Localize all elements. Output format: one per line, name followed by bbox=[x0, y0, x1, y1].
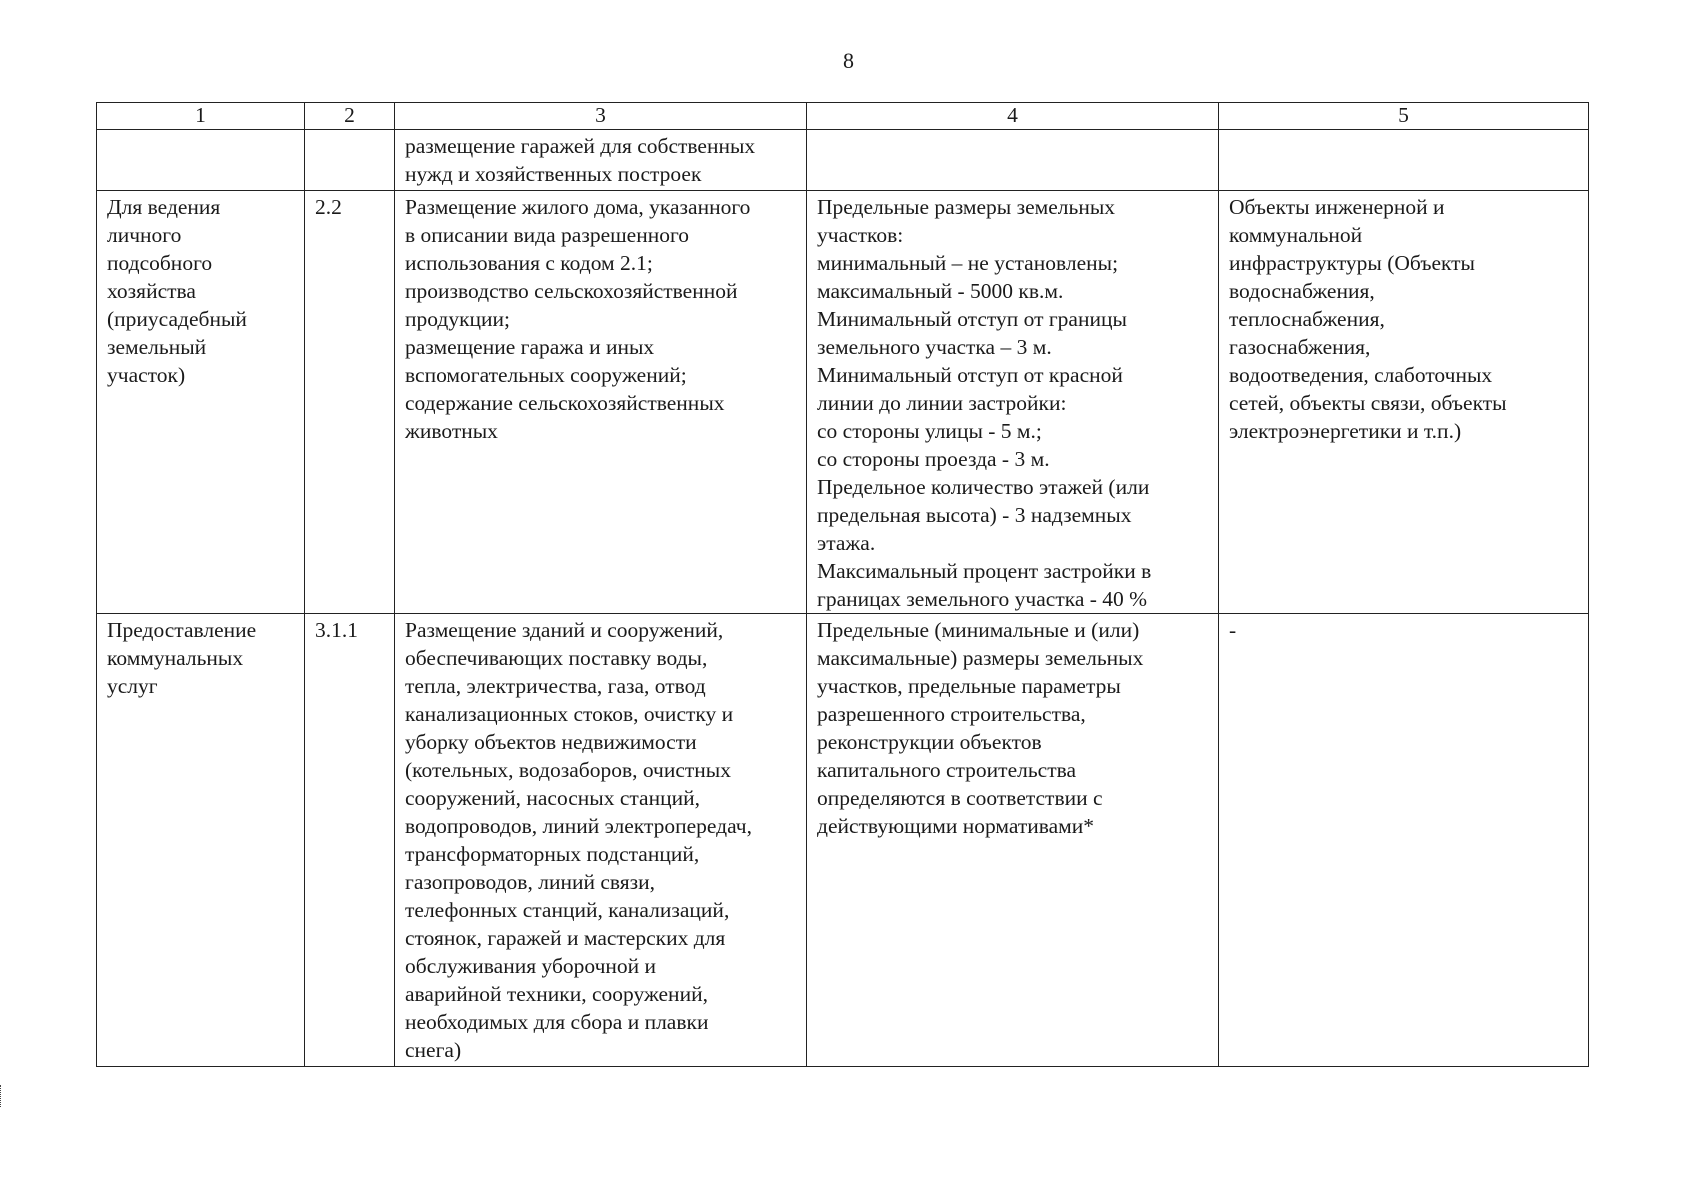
column-header-3: 3 bbox=[395, 103, 807, 130]
cell-limit-parameters: Предельные (минимальные и (или) максимальные) размеры земельных участков, предельные параметры разрешенного строительства, реконструкции объектов капитального строительства определяются в соответствии с действующими нормативами* bbox=[807, 614, 1219, 1067]
cell-land-use-code: 2.2 bbox=[305, 191, 395, 614]
table-row bbox=[97, 191, 1589, 614]
cell-land-use-description: Размещение жилого дома, указанного в описании вида разрешенного использования с кодом 2.1; производство сельскохозяйственной продукции; размещение гаража и иных вспомогательных сооружений; содержание сельскохозяйственных животных bbox=[395, 191, 807, 614]
column-header-4: 4 bbox=[807, 103, 1219, 130]
page-number: 8 bbox=[843, 48, 854, 73]
column-header-1: 1 bbox=[97, 103, 305, 130]
cell-land-use-description: размещение гаражей для собственных нужд и хозяйственных построек bbox=[395, 130, 807, 191]
cell-limit-parameters: Предельные размеры земельных участков: минимальный – не установлены; максимальный - 5000 кв.м. Минимальный отступ от границы земельного участка – 3 м. Минимальный отступ от красной линии до линии застройки: со стороны улицы - 5 м.; со стороны проезда - 3 м. Предельное количество этажей (или предельная высота) - 3 надземных этажа. Максимальный процент застройки в границах земельного участка - 40 % bbox=[807, 191, 1219, 614]
column-header-2: 2 bbox=[305, 103, 395, 130]
cell-auxiliary-uses: Объекты инженерной и коммунальной инфраструктуры (Объекты водоснабжения, теплоснабжения, газоснабжения, водоотведения, слаботочных сетей, объекты связи, объекты электроэнергетики и т.п.) bbox=[1219, 191, 1589, 614]
cell-limit-parameters bbox=[807, 130, 1219, 191]
cell-land-use-name bbox=[97, 130, 305, 191]
cell-land-use-name: Предоставление коммунальных услуг bbox=[97, 614, 305, 1067]
cell-land-use-description: Размещение зданий и сооружений, обеспечивающих поставку воды, тепла, электричества, газа, отвод канализационных стоков, очистку и уборку объектов недвижимости (котельных, водозаборов, очистных сооружений, насосных станций, водопроводов, линий электропередач, трансформаторных подстанций, газопроводов, линий связи, телефонных станций, канализаций, стоянок, гаражей и мастерских для обслуживания уборочной и аварийной техники, сооружений, необходимых для сбора и плавки снега) bbox=[395, 614, 807, 1067]
table-row bbox=[97, 614, 1589, 1067]
scan-margin-mark bbox=[0, 1085, 4, 1107]
table-row bbox=[97, 130, 1589, 191]
table-header-row bbox=[97, 103, 1589, 130]
column-header-5: 5 bbox=[1219, 103, 1589, 130]
cell-land-use-code bbox=[305, 130, 395, 191]
cell-auxiliary-uses bbox=[1219, 130, 1589, 191]
cell-land-use-name: Для ведения личного подсобного хозяйства (приусадебный земельный участок) bbox=[97, 191, 305, 614]
cell-auxiliary-uses: - bbox=[1219, 614, 1589, 1067]
land-use-table bbox=[96, 102, 1589, 1067]
cell-land-use-code: 3.1.1 bbox=[305, 614, 395, 1067]
